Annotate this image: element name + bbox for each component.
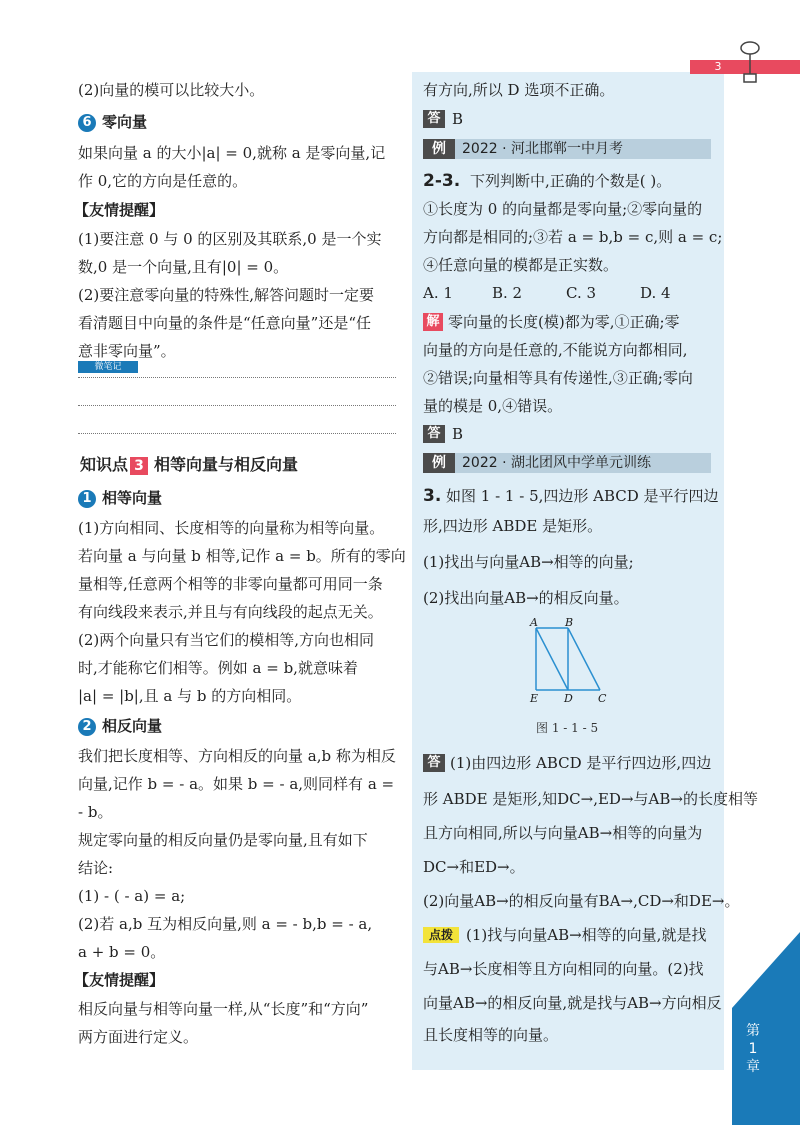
text-line: 我们把长度相等、方向相反的向量 a,b 称为相反: [78, 747, 396, 765]
text-line: 零向量的长度(模)都为零,①正确;零: [448, 313, 680, 331]
subsection-title: 相反向量: [102, 717, 163, 735]
text-line: a + b = 0。: [78, 943, 166, 961]
option-d: D. 4: [640, 284, 671, 302]
page-number: 3: [714, 60, 722, 73]
text-line: (2)要注意零向量的特殊性,解答问题时一定要: [78, 286, 375, 304]
tip-heading: 【友情提醒】: [74, 971, 165, 989]
text-line: 方向都是相同的;③若 a = b,b = c,则 a = c;: [423, 228, 723, 246]
option-a: A. 1: [423, 284, 453, 302]
text-line: 相反向量与相等向量一样,从“长度”和“方向”: [78, 1000, 369, 1018]
text-line: (2)向量AB→的相反向量有BA→,CD→和DE→。: [423, 892, 740, 910]
text-line: 规定零向量的相反向量仍是零向量,且有如下: [78, 831, 368, 849]
text-line: 数,0 是一个向量,且有|0| = 0。: [78, 258, 289, 276]
text-line: ②错误;向量相等具有传递性,③正确;零向: [423, 369, 693, 387]
answer-label: 答: [423, 110, 445, 128]
text-line: (2)向量的模可以比较大小。: [78, 81, 265, 99]
text-line: (1)方向相同、长度相等的向量称为相等向量。: [78, 519, 385, 537]
point-c-label: C: [598, 692, 607, 705]
subsection-title: 相等向量: [102, 489, 163, 507]
text-line: (1)要注意 0 与 0 的区别及其联系,0 是一个实: [78, 230, 382, 248]
note-line: [78, 433, 396, 434]
kp-number: 3: [130, 457, 148, 475]
note-line: [78, 377, 396, 378]
kp-prefix: 知识点: [80, 455, 129, 474]
text-line: 看清题目中向量的条件是“任意向量”还是“任: [78, 314, 372, 332]
example-source: 2022 · 河北邯郸一中月考: [462, 141, 623, 157]
text-line: 量相等,任意两个相等的非零向量都可用同一条: [78, 575, 383, 593]
text-line: (2)找出向量AB→的相反向量。: [423, 589, 629, 607]
text-line: 若向量 a 与向量 b 相等,记作 a = b。所有的零向: [78, 547, 406, 565]
section-6-heading: [78, 112, 147, 132]
side-tab-corner: [732, 932, 800, 1008]
answer-text: B: [452, 425, 464, 443]
text-line: 两方面进行定义。: [78, 1028, 199, 1046]
text-line: 与AB→长度相等且方向相同的向量。(2)找: [423, 960, 704, 978]
text-line: (2)若 a,b 互为相反向量,则 a = - b,b = - a,: [78, 915, 373, 933]
kp-title: 相等向量与相反向量: [154, 455, 299, 474]
text-line: 有向线段来表示,并且与有向线段的起点无关。: [78, 603, 383, 621]
text-line: 结论:: [78, 859, 114, 877]
tip-heading: 【友情提醒】: [74, 201, 165, 219]
text-line: 向量的方向是任意的,不能说方向都相同,: [423, 341, 688, 359]
text-line: 如图 1 - 1 - 5,四边形 ABCD 是平行四边: [446, 487, 719, 505]
text-line: 量的模是 0,④错误。: [423, 397, 563, 415]
answer-label: 答: [423, 425, 445, 443]
section-title: 零向量: [102, 113, 148, 131]
chapter-tab-label: 第1章: [746, 1023, 760, 1075]
text-line: 形 ABDE 是矩形,知DC→,ED→与AB→的长度相等: [423, 790, 758, 808]
question-number: 2-3.: [423, 171, 461, 191]
text-line: (2)两个向量只有当它们的模相等,方向也相同: [78, 631, 375, 649]
text-line: 且长度相等的向量。: [423, 1026, 559, 1044]
edge-ad: [536, 628, 568, 690]
option-b: B. 2: [492, 284, 523, 302]
text-line: DC→和ED→。: [423, 858, 525, 876]
edge-bc: [568, 628, 600, 690]
text-line: 时,才能称它们相等。例如 a = b,就意味着: [78, 659, 358, 677]
text-line: 向量,记作 b = - a。如果 b = - a,则同样有 a =: [78, 775, 395, 793]
point-b-label: B: [565, 616, 574, 629]
note-tag: 微笔记: [78, 361, 138, 373]
subsection-2-heading: [78, 716, 162, 736]
knowledge-point-heading: [80, 455, 298, 475]
text-line: - b。: [78, 803, 113, 821]
solution-label: 解: [423, 313, 443, 331]
subsection-number-badge: 1: [78, 490, 96, 508]
point-e-label: E: [530, 692, 539, 705]
text-line: 意非零向量”。: [78, 342, 176, 360]
example-label: 例: [423, 453, 455, 473]
text-line: 作 0,它的方向是任意的。: [78, 172, 248, 190]
text-line: (1)找出与向量AB→相等的向量;: [423, 553, 634, 571]
text-line: 下列判断中,正确的个数是( )。: [470, 172, 672, 190]
note-line: [78, 405, 396, 406]
subsection-1-heading: [78, 488, 162, 508]
text-line: (1)找与向量AB→相等的向量,就是找: [466, 926, 707, 944]
hint-label: 点拨: [423, 927, 459, 943]
text-line: 向量AB→的相反向量,就是找与AB→方向相反: [423, 994, 722, 1012]
text-line: 如果向量 a 的大小|a| = 0,就称 a 是零向量,记: [78, 144, 386, 162]
mascot-icon: [738, 38, 766, 88]
text-line: (1) - ( - a) = a;: [78, 887, 186, 905]
figure-parallelogram: [520, 616, 620, 708]
text-line: |a| = |b|,且 a 与 b 的方向相同。: [78, 687, 302, 705]
example-label: 例: [423, 139, 455, 159]
point-d-label: D: [564, 692, 573, 705]
text-line: ④任意向量的模都是正实数。: [423, 256, 619, 274]
section-number-badge: 6: [78, 114, 96, 132]
text-line: (1)由四边形 ABCD 是平行四边形,四边: [450, 754, 712, 772]
text-line: 有方向,所以 D 选项不正确。: [423, 81, 615, 99]
answer-text: B: [452, 110, 464, 128]
figure-caption: 图 1 - 1 - 5: [536, 721, 599, 735]
subsection-number-badge: 2: [78, 718, 96, 736]
text-line: 形,四边形 ABDE 是矩形。: [423, 517, 603, 535]
text-line: ①长度为 0 的向量都是零向量;②零向量的: [423, 200, 703, 218]
point-a-label: A: [530, 616, 538, 629]
text-line: 且方向相同,所以与向量AB→相等的向量为: [423, 824, 703, 842]
example-source: 2022 · 湖北团风中学单元训练: [462, 455, 651, 471]
option-c: C. 3: [566, 284, 597, 302]
question-number: 3.: [423, 486, 442, 506]
answer-label: 答: [423, 754, 445, 772]
